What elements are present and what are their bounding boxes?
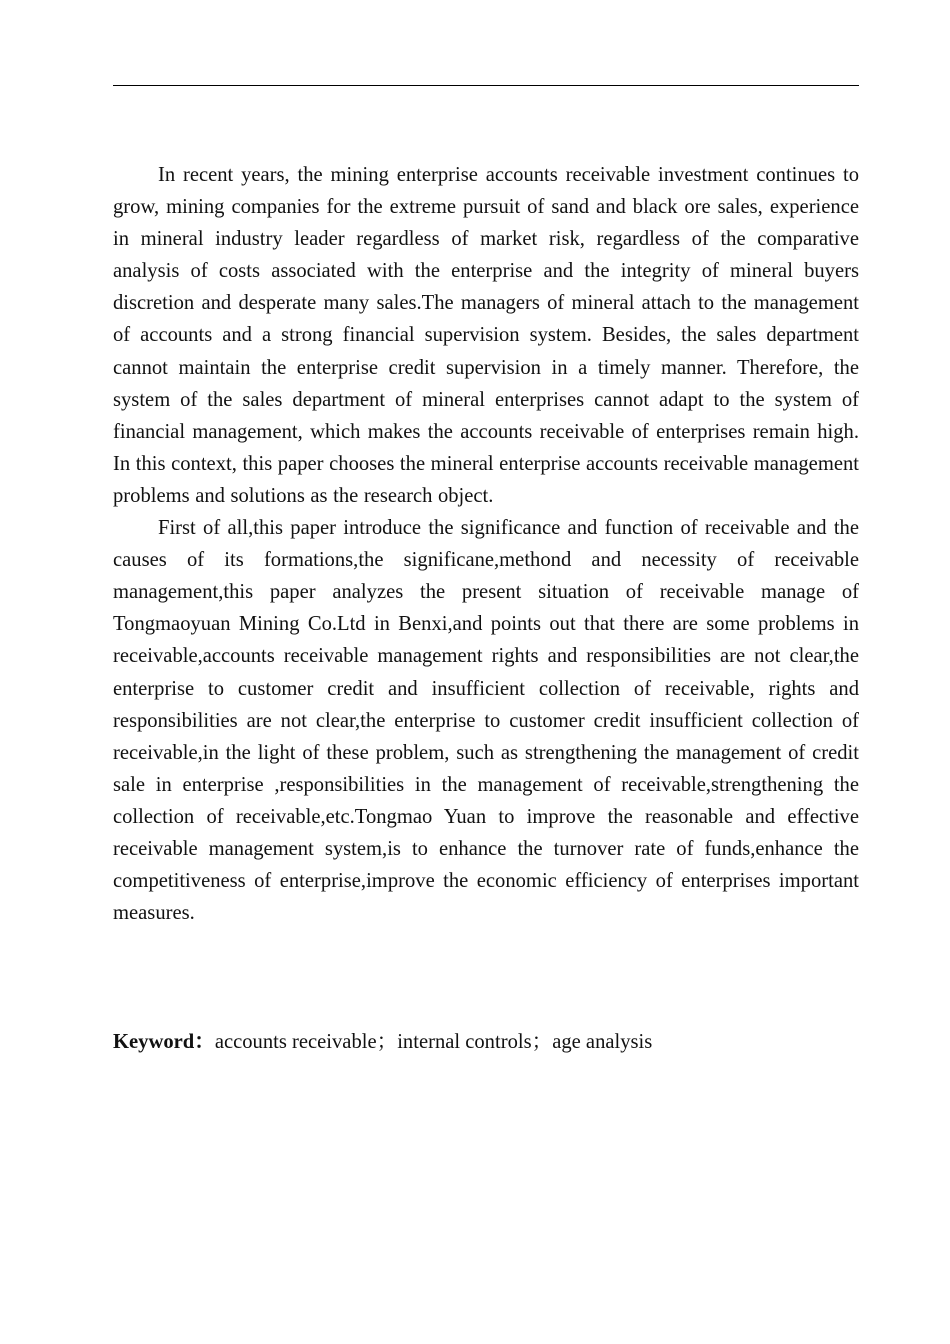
abstract-body <box>113 159 859 929</box>
keyword-separator: ； <box>531 1031 553 1053</box>
header-rule <box>113 85 859 86</box>
keyword-item: age analysis <box>552 1031 653 1053</box>
keyword-separator: ； <box>376 1031 398 1053</box>
keywords-line <box>113 1026 859 1058</box>
keywords-label: Keyword： <box>113 1031 215 1053</box>
abstract-paragraph-2: First of all,this paper introduce the significance and function of receivable and the causes of its formations,the significane,methond and necessity of receivable management,this paper analyzes the present situation of receivable manage of Tongmaoyuan Mining Co.Ltd in Benxi,and points out that there are some problems in receivable,accounts receivable management rights and responsibilities are not clear,the enterprise to customer credit and insufficient collection of receivable, rights and responsibilities are not clear,the enterprise to customer credit insufficient collection of receivable,in the light of these problem, such as strengthening the management of credit sale in enterprise ,responsibilities in the management of receivable,strengthening the collection of receivable,etc.Tongmao Yuan to improve the reasonable and effective receivable management system,is to enhance the turnover rate of funds,enhance the competitiveness of enterprise,improve the economic efficiency of enterprises important measures. <box>113 517 859 925</box>
keyword-item: accounts receivable <box>214 1031 377 1053</box>
keyword-item: internal controls <box>397 1031 532 1053</box>
abstract-paragraph-1: In recent years, the mining enterprise accounts receivable investment continues to grow, mining companies for the extreme pursuit of sand and black ore sales, experience in mineral industry leader regardless of market risk, regardless of the comparative analysis of costs associated with the enterprise and the integrity of mineral buyers discretion and desperate many sales.The managers of mineral attach to the management of accounts and a strong financial supervision system. Besides, the sales department cannot maintain the enterprise credit supervision in a timely manner. Therefore, the system of the sales department of mineral enterprises cannot adapt to the system of financial management, which makes the accounts receivable of enterprises remain high. In this context, this paper chooses the mineral enterprise accounts receivable management problems and solutions as the research object. <box>113 164 859 507</box>
